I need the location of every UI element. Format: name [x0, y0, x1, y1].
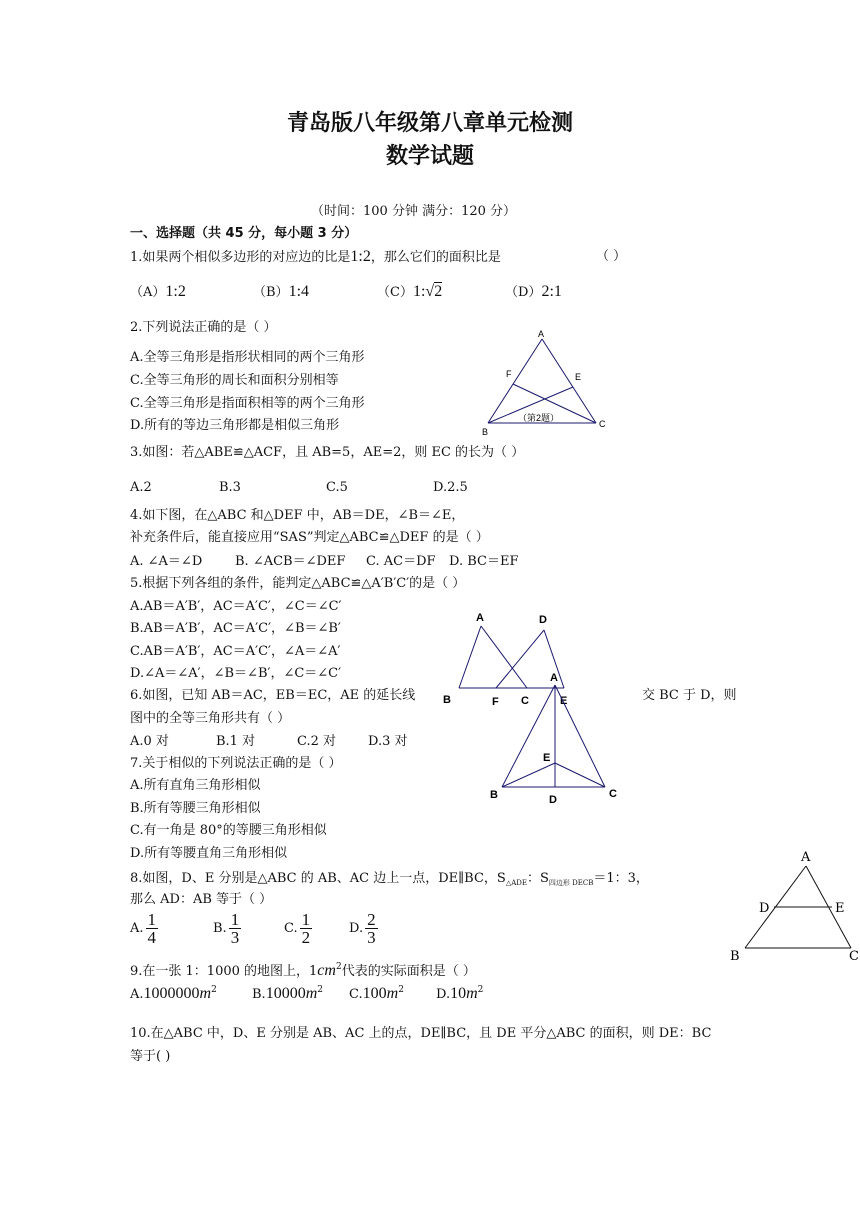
- fig6-label-a: A: [550, 672, 558, 684]
- question-9-option-a[interactable]: $A.1000000m^2$: [130, 985, 217, 1002]
- sqrt-sign: √: [425, 283, 435, 300]
- question-2-option-a[interactable]: A.全等三角形是指形状相同的两个三角形: [130, 350, 365, 365]
- question-8-stem-line1: 8.如图，D、E 分别是△ABC 的 AB、AC 边上一点，DE∥BC，$S_{\triangle ADE}$：$S_{四边形 DECB}=1$：3，: [130, 871, 649, 887]
- question-6-option-d[interactable]: D.3 对: [368, 734, 408, 749]
- question-9-option-c[interactable]: $C.100m^2$: [349, 985, 404, 1002]
- question-7-option-d[interactable]: D.所有等腰直角三角形相似: [130, 846, 288, 861]
- question-4-option-d[interactable]: D. BC＝EF: [449, 554, 519, 569]
- question-6-stem-line1: 6.如图，已知 AB＝AC，EB＝EC，AE 的延长线: [130, 688, 416, 703]
- question-6-stem-line2: 图中的全等三角形共有（ ）: [130, 711, 291, 726]
- question-1-option-c[interactable]: （C）1:√2: [377, 283, 443, 300]
- question-6-stem-line1-end: 交 BC 于 D，则: [642, 688, 737, 703]
- question-3-option-b[interactable]: B.3: [219, 480, 241, 495]
- fig8-label-a: A: [801, 850, 811, 865]
- exam-time-info: （时间：100 分钟 满分：120 分）: [311, 204, 517, 219]
- question-1-option-d[interactable]: （D）2:1: [505, 283, 562, 300]
- question-8-option-b[interactable]: B. $\frac{1}{3}$: [213, 910, 240, 947]
- fig4-label-f: F: [492, 696, 499, 708]
- question-2-option-d[interactable]: D.所有的等边三角形都是相似三角形: [130, 418, 340, 433]
- fig2-caption: （第2题）: [518, 413, 560, 423]
- question-1-option-a[interactable]: （A）1:2: [130, 283, 186, 300]
- question-8-option-c[interactable]: C. $\frac{1}{2}$: [284, 910, 311, 947]
- question-7-option-c[interactable]: C.有一角是 80°的等腰三角形相似: [130, 823, 327, 838]
- question-5-stem: 5.根据下列各组的条件，能判定△ABC≌△A′B′C′的是（ ）: [130, 576, 466, 591]
- fig6-label-c: C: [609, 788, 617, 800]
- question-4-stem-line2: 补充条件后，能直接应用“SAS”判定△ABC≌△DEF 的是（ ）: [130, 530, 489, 545]
- question-1-option-b[interactable]: （B）1:4: [253, 283, 310, 300]
- fig4-label-d: D: [539, 614, 547, 626]
- fig8-label-e: E: [835, 901, 845, 916]
- question-2-figure: [470, 325, 620, 440]
- fig2-label-b: B: [482, 427, 489, 437]
- fig8-label-d: D: [759, 901, 770, 916]
- question-8-stem-line2: 那么 AD：AB 等于（ ）: [130, 892, 273, 907]
- page-subtitle: 数学试题: [385, 144, 474, 169]
- question-3-option-d[interactable]: D.2.5: [433, 480, 468, 495]
- fig4-label-c: C: [521, 695, 529, 707]
- question-9-option-b[interactable]: $B.10000m^2$: [252, 985, 323, 1002]
- question-5-option-b[interactable]: B.AB＝A′B′，AC＝A′C′，∠B＝∠B′: [130, 621, 341, 636]
- question-9-stem: 9.在一张 1：1000 的地图上，$1cm^2$代表的实际面积是（ ）: [130, 962, 476, 979]
- question-4-option-a[interactable]: A. ∠A＝∠D: [130, 554, 203, 569]
- question-8-option-d[interactable]: D. $\frac{2}{3}$: [349, 910, 376, 947]
- question-9-option-d[interactable]: $D.10m^2$: [436, 985, 484, 1002]
- question-5-option-d[interactable]: D.∠A＝∠A′，∠B＝∠B′，∠C＝∠C′: [130, 666, 342, 681]
- question-7-stem: 7.关于相似的下列说法正确的是（ ）: [130, 756, 342, 771]
- fig2-label-c: C: [599, 419, 606, 429]
- question-6-option-a[interactable]: A.0 对: [130, 734, 169, 749]
- fraction: $\frac{2}{3}$: [367, 910, 376, 947]
- section-heading: 一、选择题（共 45 分，每小题 3 分）: [130, 226, 358, 241]
- question-7-option-a[interactable]: A.所有直角三角形相似: [130, 778, 261, 793]
- question-3-option-a[interactable]: A.2: [130, 480, 152, 495]
- question-3-stem: 3.如图：若△ABE≌△ACF，且 AB=5，AE=2，则 EC 的长为（ ）: [130, 445, 525, 460]
- fig8-label-b: B: [730, 949, 740, 964]
- question-8-figure: [726, 846, 859, 964]
- page-title: 青岛版八年级第八章单元检测: [286, 111, 573, 136]
- question-2-stem: 2.下列说法正确的是（ ）: [130, 320, 277, 335]
- fig6-label-b: B: [490, 789, 498, 801]
- question-10-stem-line1: 10.在△ABC 中，D、E 分别是 AB、AC 上的点，DE∥BC，且 DE 平分△ABC 的面积，则 DE：BC: [130, 1026, 712, 1041]
- fig2-label-a: A: [538, 329, 545, 339]
- question-5-option-a[interactable]: A.AB＝A′B′，AC＝A′C′，∠C＝∠C′: [130, 599, 342, 614]
- question-8-option-a[interactable]: A. $\frac{1}{4}$: [130, 910, 157, 947]
- question-2-option-b[interactable]: C.全等三角形的周长和面积分别相等: [130, 373, 339, 388]
- question-1-bracket: （ ）: [596, 249, 627, 264]
- question-4-option-c[interactable]: C. AC＝DF: [366, 554, 436, 569]
- fig4-label-e: E: [560, 695, 568, 707]
- question-7-option-b[interactable]: B.所有等腰三角形相似: [130, 801, 261, 816]
- question-4-option-b[interactable]: B. ∠ACB＝∠DEF: [235, 554, 346, 569]
- fig4-label-a: A: [476, 612, 484, 624]
- question-1-stem: 1.如果两个相似多边形的对应边的比是1:2，那么它们的面积比是: [130, 248, 501, 265]
- question-4-stem-line1: 4.如下图，在△ABC 和△DEF 中，AB＝DE，∠B＝∠E，: [130, 508, 465, 523]
- fig2-label-f: F: [506, 369, 512, 379]
- fig2-label-e: E: [575, 372, 582, 382]
- question-6-option-b[interactable]: B.1 对: [216, 734, 256, 749]
- fig8-label-c: C: [849, 949, 859, 964]
- fig6-label-d: D: [549, 794, 557, 806]
- question-3-option-c[interactable]: C.5: [326, 480, 348, 495]
- question-10-stem-line2: 等于( ): [130, 1049, 171, 1064]
- fraction: $\frac{1}{3}$: [230, 910, 240, 947]
- question-5-option-c[interactable]: C.AB＝A′B′，AC＝A′C′，∠A＝∠A′: [130, 644, 341, 659]
- question-6-figure: [485, 668, 625, 808]
- fig4-label-b: B: [443, 694, 451, 706]
- question-2-option-c[interactable]: C.全等三角形是指面积相等的两个三角形: [130, 396, 365, 411]
- question-6-option-c[interactable]: C.2 对: [297, 734, 337, 749]
- fraction: $\frac{1}{4}$: [147, 910, 157, 947]
- fraction: $\frac{1}{2}$: [301, 910, 311, 947]
- fig6-label-e: E: [543, 752, 551, 764]
